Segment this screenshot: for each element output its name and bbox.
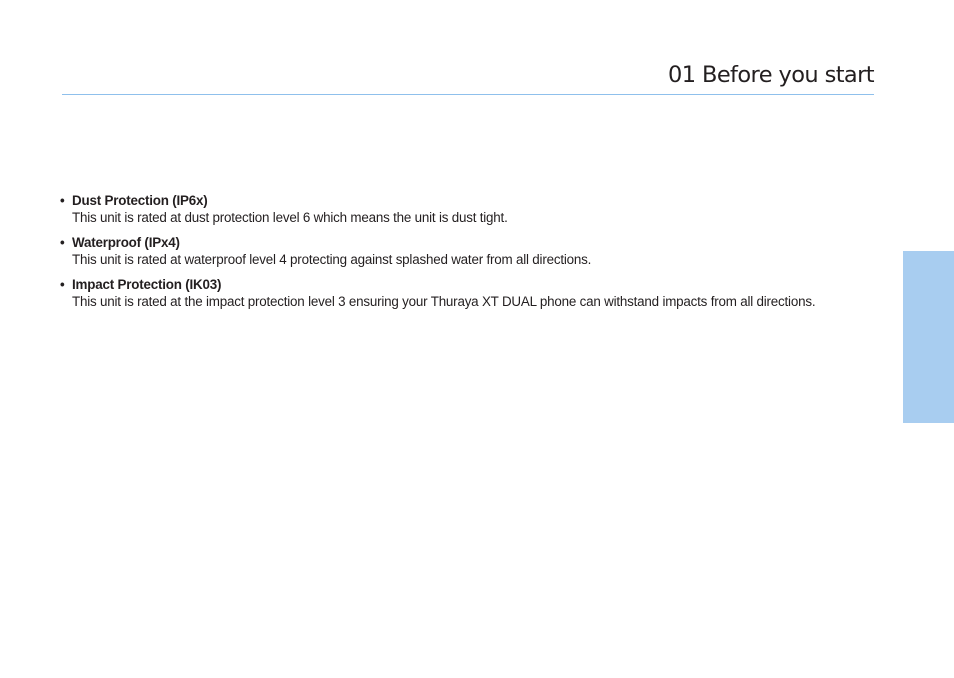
protection-spec-list xyxy=(60,192,880,318)
chapter-title: 01 Before you start xyxy=(668,61,874,88)
spec-description: This unit is rated at the impact protection level 3 ensuring your Thuraya XT DUAL phone can withstand impacts from all directions. xyxy=(72,294,816,309)
page-header xyxy=(62,54,874,95)
spec-description: This unit is rated at waterproof level 4 protecting against splashed water from all directions. xyxy=(72,252,592,267)
spec-title: Dust Protection (IP6x) xyxy=(72,193,208,208)
bullet-icon: • xyxy=(60,235,65,250)
bullet-icon: • xyxy=(60,193,65,208)
list-item-impact-protection xyxy=(60,276,880,310)
spec-title: Impact Protection (IK03) xyxy=(72,277,222,292)
spec-description: This unit is rated at dust protection level 6 which means the unit is dust tight. xyxy=(72,210,508,225)
spec-title: Waterproof (IPx4) xyxy=(72,235,180,250)
chapter-side-tab xyxy=(903,251,954,423)
bullet-icon: • xyxy=(60,277,65,292)
list-item-dust-protection xyxy=(60,192,880,226)
list-item-waterproof xyxy=(60,234,880,268)
